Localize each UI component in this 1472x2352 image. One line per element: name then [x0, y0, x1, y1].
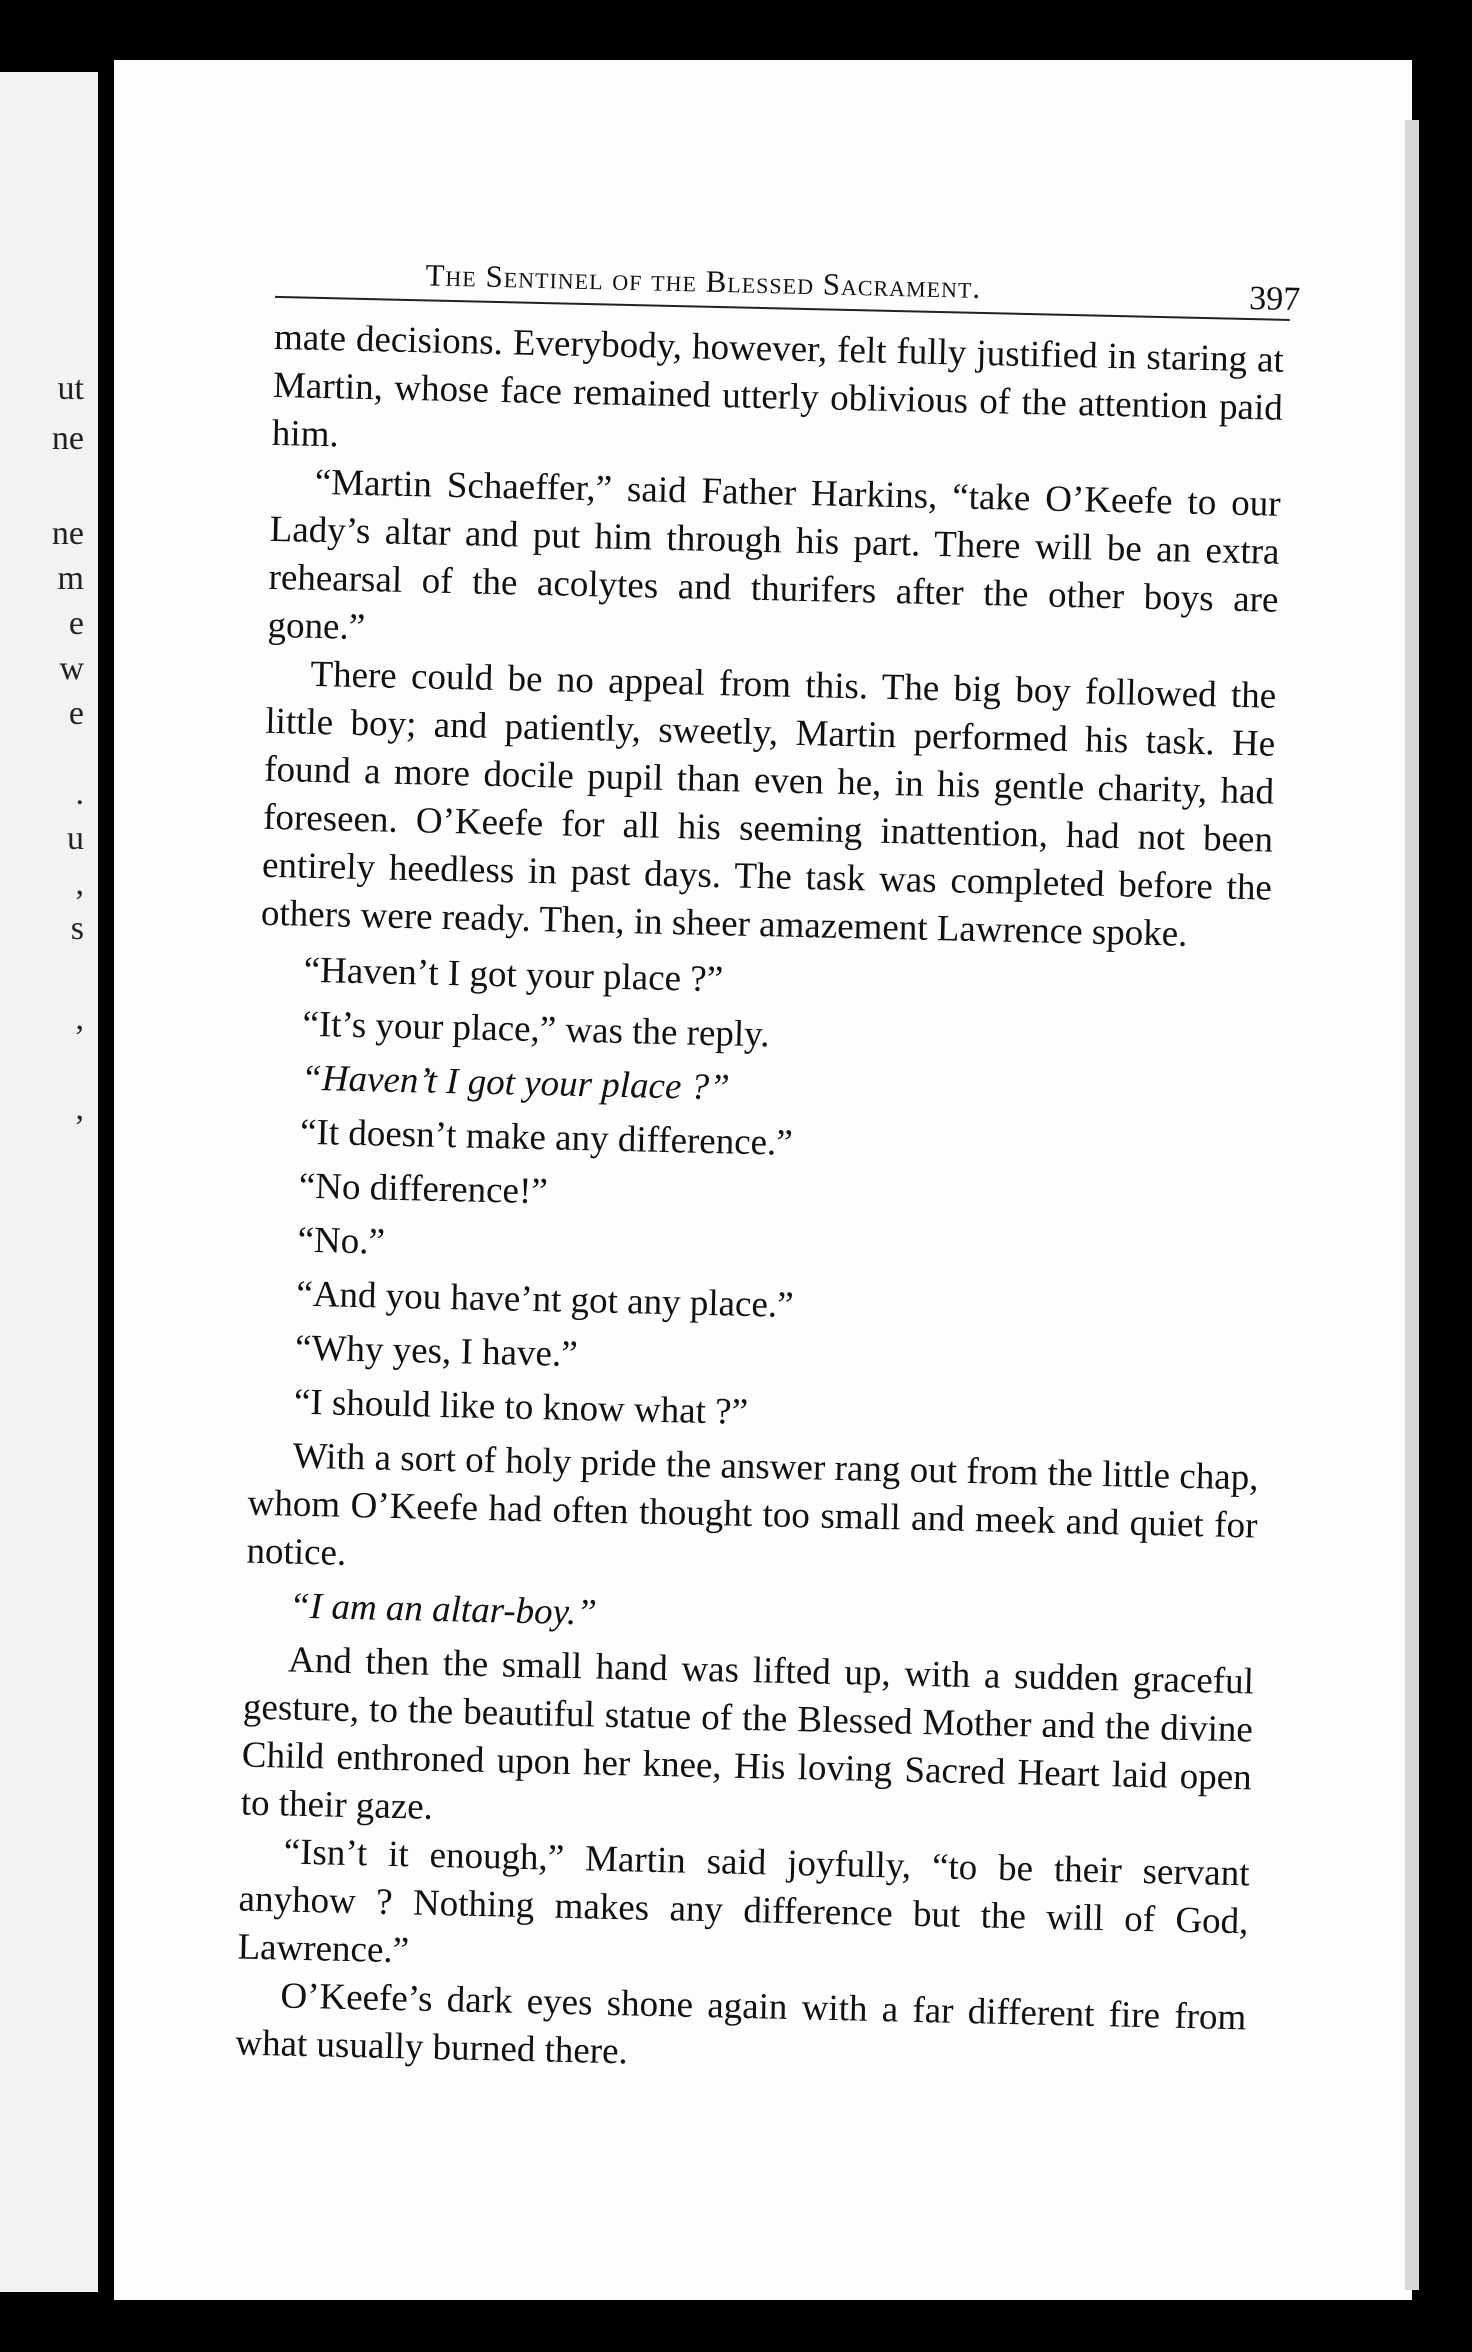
body-text	[235, 314, 1285, 2090]
paragraph: mate decisions. Everybody, however, felt fully justified in staring at Martin, whose face remained utterly oblivious of the attention paid him.	[271, 316, 1285, 456]
dialogue-line: “And you have’nt got any place.”	[295, 1273, 795, 1326]
facing-page-fragment: e	[68, 695, 84, 732]
facing-page-fragment: w	[59, 650, 84, 687]
dialogue-line: “It doesn’t make any difference.”	[299, 1111, 794, 1164]
facing-page-fragment: ne	[51, 515, 84, 552]
page-content	[68, 45, 1416, 2314]
dialogue-line-emphasis: “Haven’t I got your place ?”	[300, 1057, 731, 1109]
facing-page-fragment: s	[70, 910, 84, 947]
facing-page-fragment: ,	[75, 1000, 84, 1037]
facing-page-fragment: ne	[51, 420, 84, 457]
page-header	[276, 254, 1301, 319]
dialogue-line-emphasis: “I am an altar-boy.”	[288, 1585, 598, 1634]
dialogue-line: “No.”	[297, 1219, 386, 1263]
facing-page-fragment: ut	[57, 370, 84, 407]
facing-page-fragment: u	[67, 820, 84, 857]
facing-page-fragment: m	[57, 560, 84, 597]
paragraph: “Martin Schaeffer,” said Father Harkins, “take O’Keefe to our Lady’s altar and put him through his part. There will be an extra rehearsal of the acolytes and thurifers after the other boys are gone.”	[267, 461, 1282, 649]
dialogue-line: “No difference!”	[298, 1165, 549, 1213]
dialogue-line: “I should like to know what ?”	[293, 1381, 749, 1433]
facing-page-fragment: e	[68, 605, 84, 642]
paragraph: With a sort of holy pride the answer rang out from the little chap, whom O’Keefe had often thought too small and meek and quiet for notice.	[246, 1435, 1259, 1574]
facing-page-fragment: ,	[75, 1090, 84, 1127]
page-edge-shadow	[1405, 120, 1419, 2290]
page-number: 397	[1248, 280, 1301, 319]
dialogue-line: “Why yes, I have.”	[294, 1327, 579, 1376]
running-head: The Sentinel of the Blessed Sacrament.	[425, 257, 982, 305]
facing-page-fragment: ,	[75, 865, 84, 902]
facing-page-fragment: .	[75, 775, 84, 812]
dialogue-line: “It’s your place,” was the reply.	[302, 1003, 770, 1056]
dialogue-line: “Haven’t I got your place ?”	[303, 949, 724, 1001]
book-page	[114, 60, 1412, 2300]
paragraph: There could be no appeal from this. The big boy followed the little boy; and patiently, sweetly, Martin performed his task. He found a more docile pupil than even he, in his gentle charity, had foreseen. O’Keefe for all his seeming inattention, had not been entirely heedless in past days. The task was completed before the others were ready. Then, in sheer amazement Lawrence spoke.	[260, 653, 1277, 955]
paragraph: O’Keefe’s dark eyes shone again with a far different fire from what usually burned there.	[234, 1975, 1247, 2073]
paragraph: “Isn’t it enough,” Martin said joyfully, “to be their servant anyhow ? Nothing makes any difference but the will of God, Lawrence.”	[237, 1831, 1250, 1972]
paragraph: And then the small hand was lifted up, with a sudden graceful gesture, to the beautiful statue of the Blessed Mother and the divine Child enthroned upon her knee, His loving Sacred Heart laid open to their gaze.	[240, 1639, 1255, 1828]
